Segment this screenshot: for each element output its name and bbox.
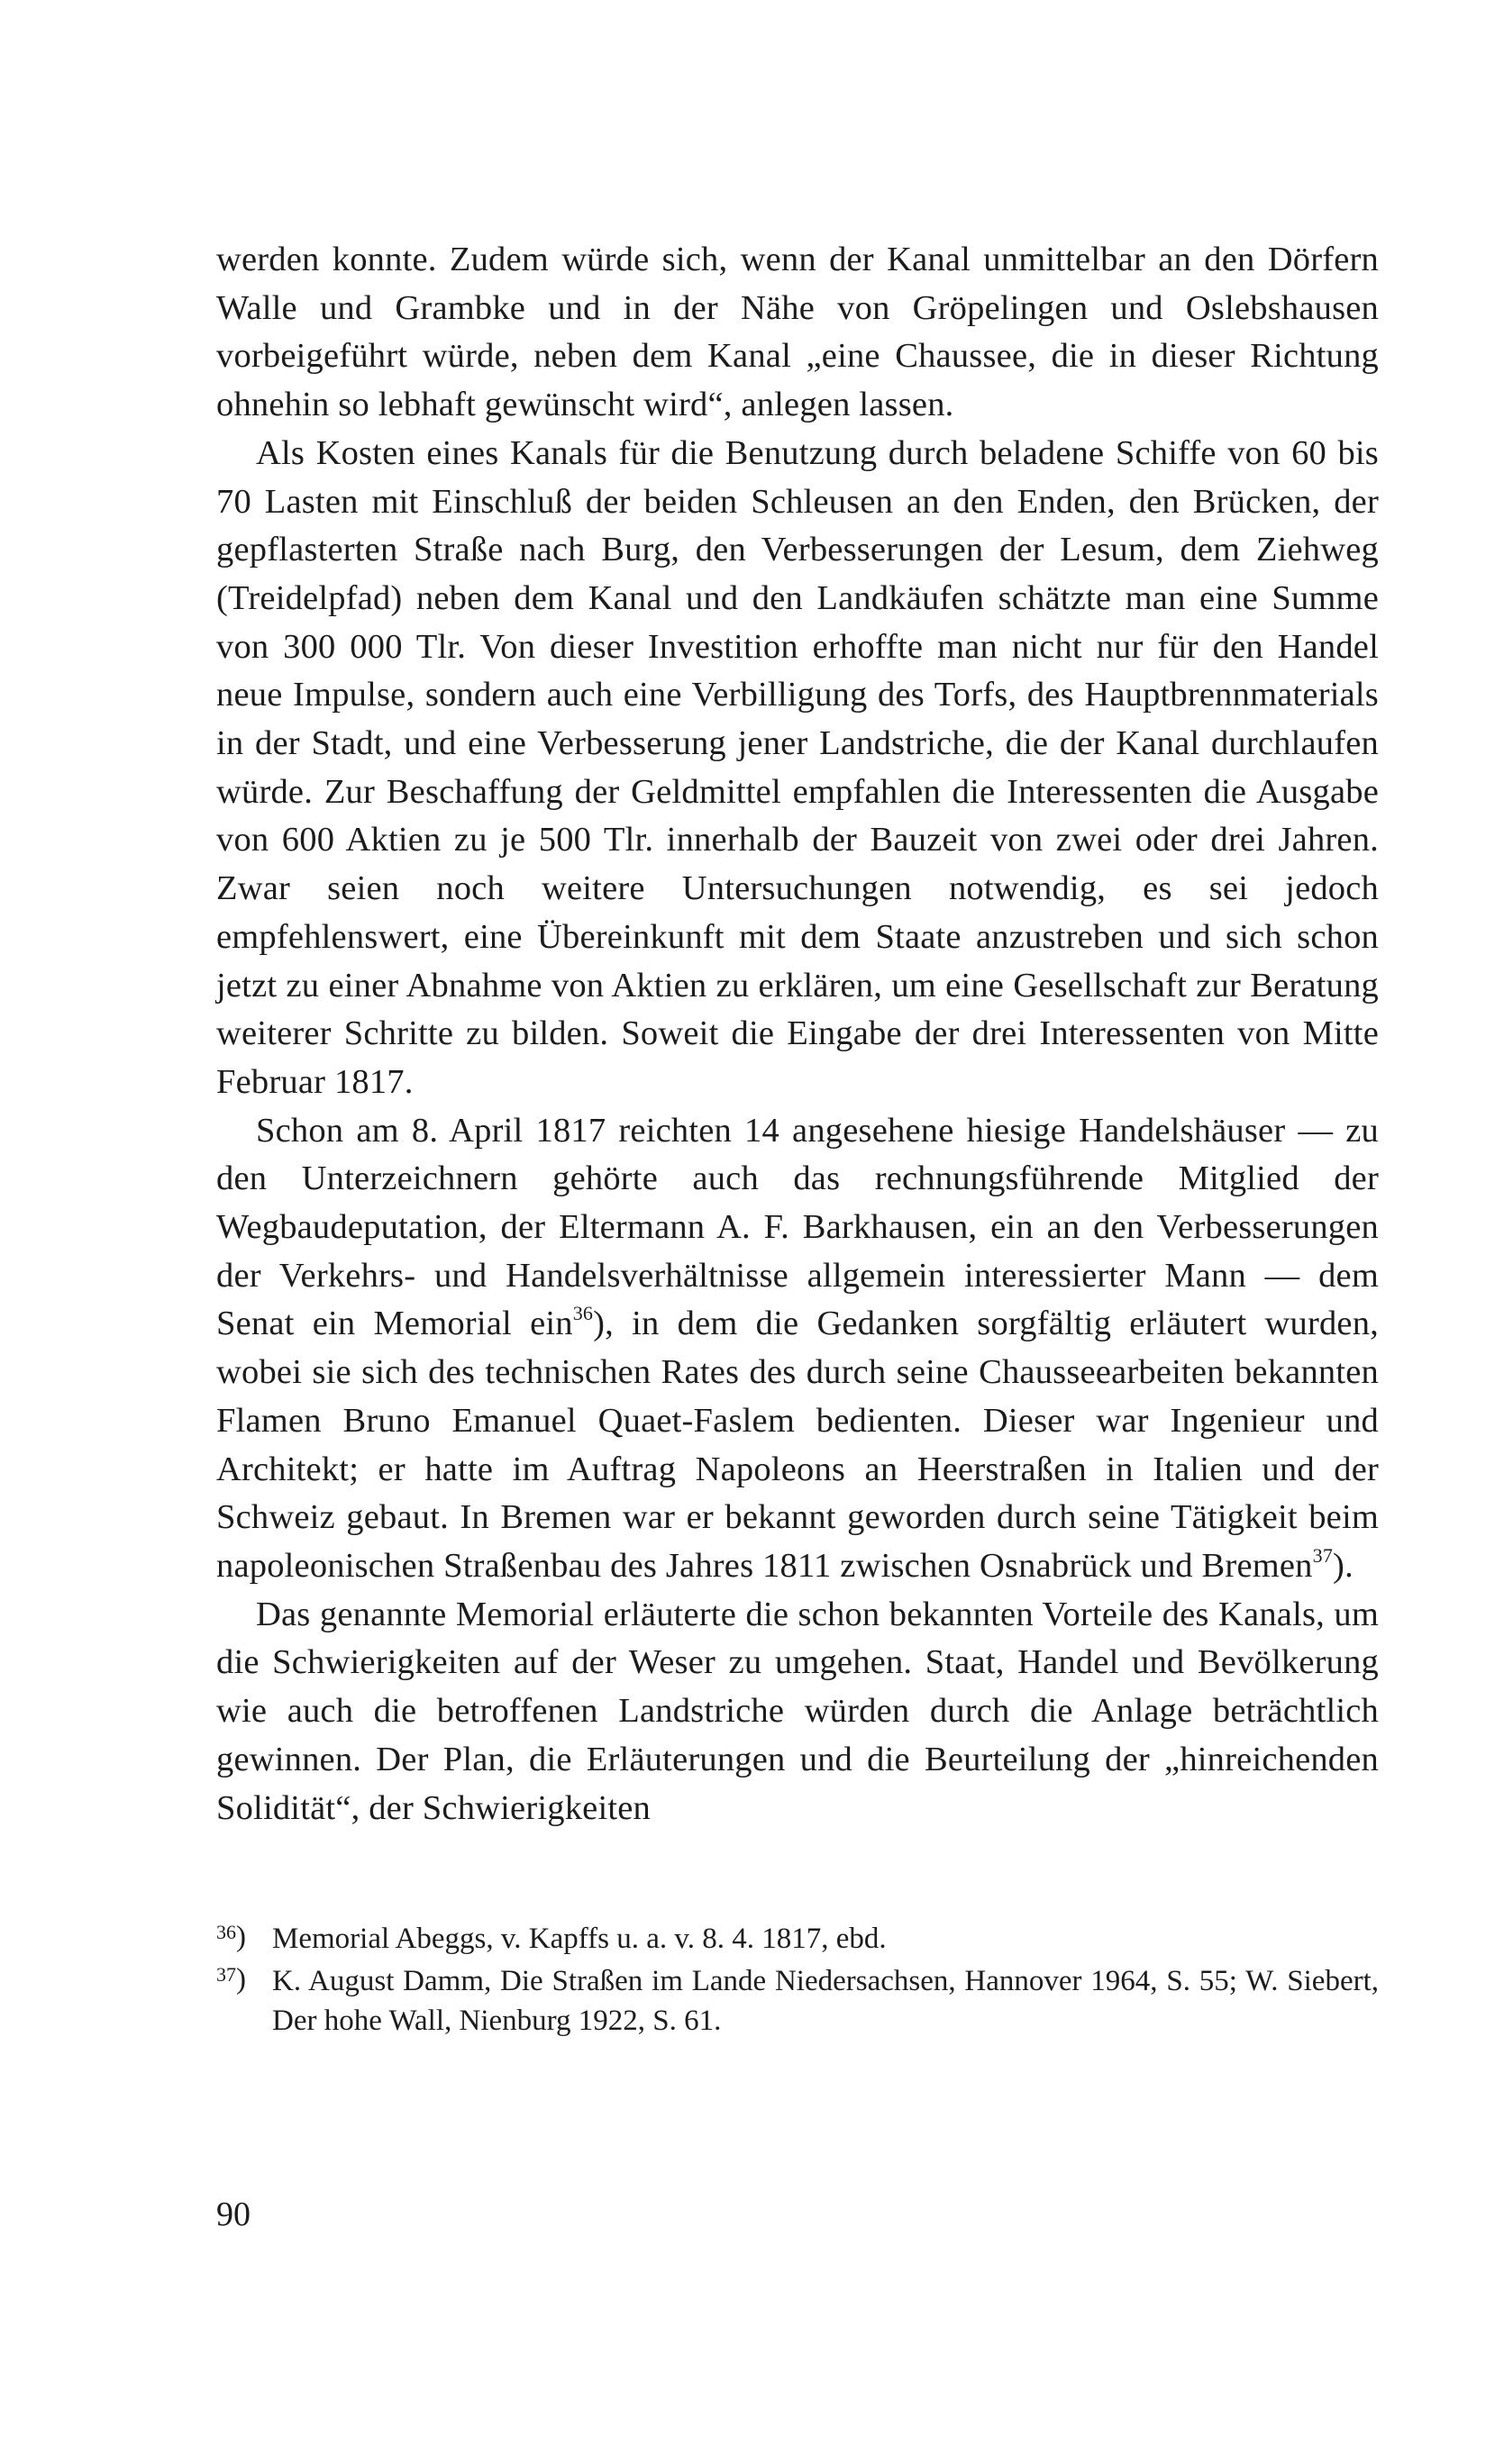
paragraph-3-text-a: Schon am 8. April 1817 reichten 14 angesehene hiesige Handelshäuser — zu den Unterzeichnern gehörte auch das rechnungsführende Mitglied der Wegbaudeputation, der Eltermann A. F. Barkhausen, ein an den Verbesserungen der Verkehrs- und Handelsverhältnisse allgemein interessierter Mann — dem Senat ein Memorial ein — [216, 1111, 1379, 1343]
page-number: 90 — [216, 2196, 251, 2233]
footnote-number: 37 — [216, 1963, 236, 1986]
footnote-reference-37: 37 — [1312, 1543, 1334, 1567]
paragraph-3-text-c: ). — [1333, 1546, 1354, 1585]
footnote-number: 36 — [216, 1921, 236, 1943]
paragraph-1 — [216, 236, 1379, 430]
paragraph-4-text: Das genannte Memorial erläuterte die schon bekannten Vorteile des Kanals, um die Schwierigkeiten auf der Weser zu umgehen. Staat, Handel und Bevölkerung wie auch die betroffenen Landstriche würden durch die Anlage beträchtlich gewinnen. Der Plan, die Erläuterungen und die Beurteilung der „hinreichenden Solidität“, der Schwierigkeiten — [216, 1595, 1379, 1827]
footnote-text: Memorial Abeggs, v. Kapffs u. a. v. 8. 4. 1817, ebd. — [272, 1923, 887, 1955]
paragraph-3 — [216, 1107, 1379, 1591]
paragraph-2-text: Als Kosten eines Kanals für die Benutzung durch beladene Schiffe von 60 bis 70 Lasten mit Einschluß der beiden Schleusen an den Enden, den Brücken, der gepflasterten Straße nach Burg, den Verbesserungen der Lesum, dem Ziehweg (Treidelpfad) neben dem Kanal und den Landkäufen schätzte man eine Summe von 300 000 Tlr. Von dieser Investition erhoffte man nicht nur für den Handel neue Impulse, sondern auch eine Verbilligung des Torfs, des Hauptbrennmaterials in der Stadt, und eine Verbesserung jener Landstriche, die der Kanal durchlaufen würde. Zur Beschaffung der Geldmittel empfahlen die Interessenten die Ausgabe von 600 Aktien zu je 500 Tlr. innerhalb der Bauzeit von zwei oder drei Jahren. Zwar seien noch weitere Untersuchungen notwendig, es sei jedoch empfehlenswert, eine Übereinkunft mit dem Staate anzustreben und sich schon jetzt zu einer Abnahme von Aktien zu erklären, um eine Gesellschaft zur Beratung weiterer Schritte zu bilden. Soweit die Eingabe der drei Interessenten von Mitte Februar 1817. — [216, 433, 1379, 1101]
footnote-37 — [216, 1961, 1379, 2041]
paragraph-3-text-b: ), in dem die Gedanken sorgfältig erläutert wurden, wobei sie sich des technischen Rates des durch seine Chausseearbeiten bekannten Flamen Bruno Emanuel Quaet-Faslem bedienten. Dieser war Ingenieur und Architekt; er hatte im Auftrag Napoleons an Heerstraßen in Italien und der Schweiz gebaut. In Bremen war er bekannt geworden durch seine Tätigkeit beim napoleonischen Straßenbau des Jahres 1811 zwischen Osnabrück und Bremen — [216, 1305, 1379, 1585]
footnote-text: K. August Damm, Die Straßen im Lande Niedersachsen, Hannover 1964, S. 55; W. Siebert, Der hohe Wall, Nienburg 1922, S. 61. — [272, 1965, 1379, 2037]
paragraph-4 — [216, 1591, 1379, 1833]
body-text — [216, 236, 1379, 1832]
footnote-marker: 36) — [216, 1921, 246, 1953]
footnote-reference-36: 36 — [572, 1302, 594, 1325]
paragraph-2 — [216, 430, 1379, 1107]
footnotes — [216, 1919, 1379, 2041]
footnote-marker: 37) — [216, 1963, 246, 1996]
paragraph-1-text: werden konnte. Zudem würde sich, wenn der Kanal unmittelbar an den Dörfern Walle und Grambke und in der Nähe von Gröpelingen und Oslebshausen vorbeigeführt würde, neben dem Kanal „eine Chaussee, die in dieser Richtung ohnehin so lebhaft gewünscht wird“, anlegen lassen. — [216, 241, 1379, 424]
footnote-36 — [216, 1919, 1379, 1961]
